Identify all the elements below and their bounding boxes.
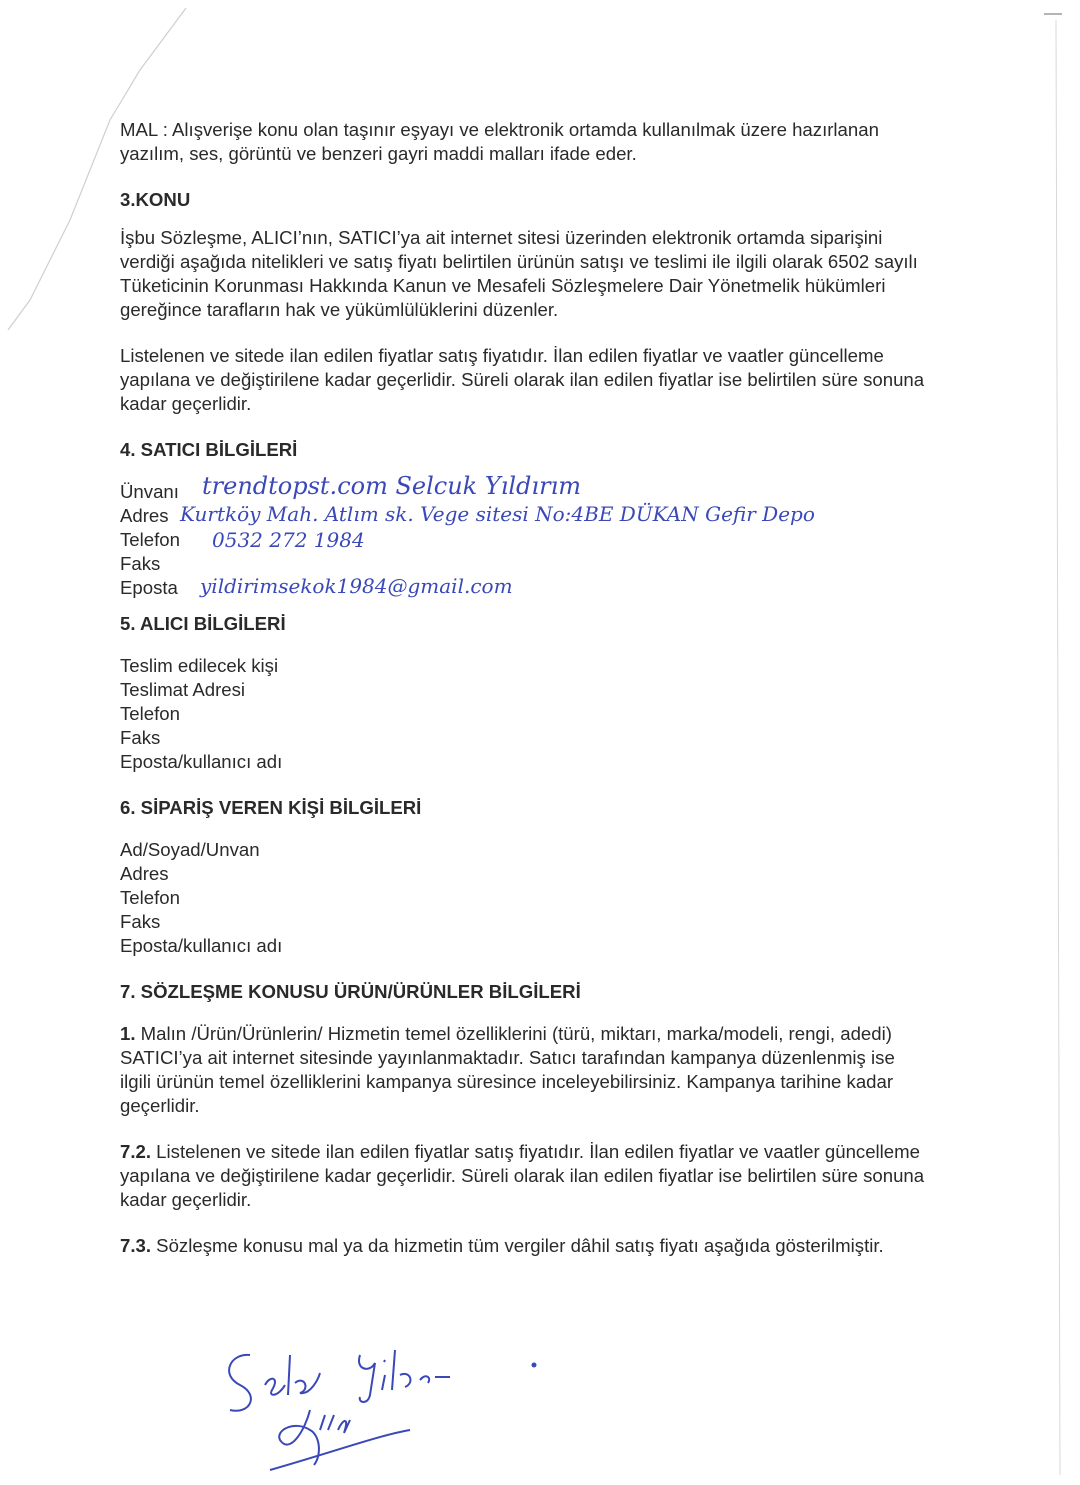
seller-email-label: Eposta [120, 577, 178, 598]
orderer-field: Faks [120, 911, 161, 932]
seller-title-handwritten: trendtopst.com Selcuk Yıldırım [202, 472, 581, 500]
seller-address-row [120, 504, 930, 528]
seller-email-row [120, 576, 930, 600]
seller-fax-row [120, 552, 930, 576]
seller-address-handwritten: Kurtköy Mah. Atlım sk. Vege sitesi No:4BE DÜKAN Gefir Depo [180, 502, 815, 526]
contract-body [120, 118, 930, 1258]
seller-phone-handwritten: 0532 272 1984 [212, 528, 365, 552]
seller-title-label: Ünvanı [120, 481, 179, 502]
section-3-paragraph-1: İşbu Sözleşme, ALICI’nın, SATICI’ya ait internet sitesi üzerinden elektronik ortamda siparişini verdiği aşağıda nitelikleri ve satış fiyatı belirtilen ürünün satışı ve teslimi ile ilgili olarak 6502 sayılı Tüketicinin Korunması Hakkında Kanun ve Mesafeli Sözleşmelere Dair Yönetmelik hükümleri gereğince tarafların hak ve yükümlülüklerini düzenler. [120, 227, 918, 320]
section-3-heading: 3.KONU [120, 189, 191, 210]
seller-phone-label: Telefon [120, 529, 180, 550]
mal-definition: MAL : Alışverişe konu olan taşınır eşyayı ve elektronik ortamda kullanılmak üzere hazırlanan yazılım, ses, görüntü ve benzeri gayri maddi malları ifade eder. [120, 119, 879, 164]
seller-email-handwritten: yildirimsekok1984@gmail.com [200, 574, 513, 598]
orderer-field: Telefon [120, 887, 180, 908]
seller-phone-row [120, 528, 930, 552]
section-7-item-3 [120, 1234, 930, 1258]
section-7-heading: 7. SÖZLEŞME KONUSU ÜRÜN/ÜRÜNLER BİLGİLERİ [120, 981, 581, 1002]
section-4-heading: 4. SATICI BİLGİLERİ [120, 439, 298, 460]
section-5-heading: 5. ALICI BİLGİLERİ [120, 613, 286, 634]
seller-fax-label: Faks [120, 553, 161, 574]
section-3-paragraph-2: Listelenen ve sitede ilan edilen fiyatlar satış fiyatıdır. İlan edilen fiyatlar ve vaatler güncelleme yapılana ve değiştirilene kadar geçerlidir. Süreli olarak ilan edilen fiyatlar ise belirtilen süre sonuna kadar geçerlidir. [120, 345, 925, 414]
orderer-field: Adres [120, 863, 169, 884]
orderer-field: Eposta/kullanıcı adı [120, 935, 283, 956]
section-7-item-1-number: 1. [120, 1023, 136, 1044]
section-7-item-2-text: Listelenen ve sitede ilan edilen fiyatlar satış fiyatıdır. İlan edilen fiyatlar ve vaatler güncelleme yapılana ve değiştirilene kadar geçerlidir. Süreli olarak ilan edilen fiyatlar ise belirtilen süre sonuna kadar geçerlidir. [120, 1141, 925, 1210]
section-7-item-3-number: 7.3. [120, 1235, 152, 1256]
section-7-item-2 [120, 1140, 930, 1212]
buyer-field: Faks [120, 727, 161, 748]
section-6-heading: 6. SİPARİŞ VEREN KİŞİ BİLGİLERİ [120, 797, 422, 818]
section-7-item-1-text: Malın /Ürün/Ürünlerin/ Hizmetin temel özelliklerini (türü, miktarı, marka/modeli, rengi, adedi) SATICI’ya ait internet sitesinde yayınlanmaktadır. Satıcı tarafından kampanya düzenlenmiş ise ilgili ürünün temel özelliklerini kampanya süresince inceleyebilirsiniz. Kampanya tarihine kadar geçerlidir. [120, 1023, 895, 1116]
section-7-item-2-number: 7.2. [120, 1141, 152, 1162]
buyer-field: Eposta/kullanıcı adı [120, 751, 283, 772]
section-7-item-1 [120, 1022, 930, 1118]
buyer-info [120, 654, 930, 774]
buyer-field: Teslim edilecek kişi [120, 655, 279, 676]
signature [210, 1335, 570, 1485]
orderer-info [120, 838, 930, 958]
section-7-item-3-text: Sözleşme konusu mal ya da hizmetin tüm vergiler dâhil satış fiyatı aşağıda gösterilmiştir. [151, 1235, 884, 1256]
seller-title-row [120, 472, 930, 504]
orderer-field: Ad/Soyad/Unvan [120, 839, 260, 860]
seller-address-label: Adres [120, 505, 169, 526]
buyer-field: Teslimat Adresi [120, 679, 246, 700]
seller-info [120, 472, 930, 600]
buyer-field: Telefon [120, 703, 180, 724]
